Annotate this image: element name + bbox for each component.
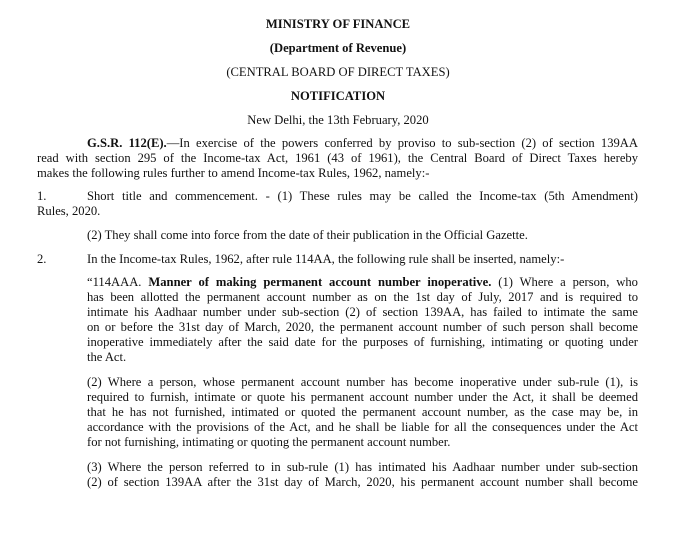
place-date: New Delhi, the 13th February, 2020 bbox=[247, 113, 429, 127]
department-heading: (Department of Revenue) bbox=[269, 41, 407, 55]
rule-1-line-1: Short title and commencement. - (1) These rules may be called the Income-tax (5th Amendment) bbox=[87, 189, 638, 203]
sub-rule-2-line-5: for not furnishing, intimating or quoting the permanent account number. bbox=[87, 435, 451, 449]
rule-1-line-2: Rules, 2020. bbox=[37, 204, 101, 218]
new-rule-line-3: intimate his Aadhaar number under sub-section (2) of section 139AA, has failed to intimate the same bbox=[87, 305, 638, 319]
sub-rule-2-line-3: that he has not furnished, intimated or quoted the permanent account number, as the case may be, in bbox=[87, 405, 638, 419]
preamble-text: —In exercise of the powers conferred by proviso to sub-section (2) of section 139AA bbox=[166, 136, 638, 150]
notification-title: NOTIFICATION bbox=[290, 89, 386, 103]
preamble-line-2: read with section 295 of the Income-tax Act, 1961 (43 of 1961), the Central Board of Direct Taxes hereby bbox=[37, 151, 638, 165]
new-rule-line-1 bbox=[87, 275, 638, 290]
sub-rule-3-line-1: (3) Where the person referred to in sub-rule (1) has intimated his Aadhaar number under sub-section bbox=[87, 460, 638, 474]
sub-rule-2-line-4: accordance with the provisions of the Act, and he shall be liable for all the consequences under the Act bbox=[87, 420, 638, 434]
board-heading: (CENTRAL BOARD OF DIRECT TAXES) bbox=[226, 65, 450, 79]
rule-2-intro: In the Income-tax Rules, 1962, after rule 114AA, the following rule shall be inserted, namely:- bbox=[87, 252, 565, 266]
new-rule-line-2: has been allotted the permanent account number as on the 1st day of July, 2017 and is required to bbox=[87, 290, 638, 304]
sub-rule-2-line-1: (2) Where a person, whose permanent account number has become inoperative under sub-rule (1), is bbox=[87, 375, 638, 389]
ministry-heading: MINISTRY OF FINANCE bbox=[265, 17, 411, 31]
rule-2-number: 2. bbox=[37, 252, 47, 266]
preamble-line-1 bbox=[37, 136, 638, 151]
new-rule-text: (1) Where a person, who bbox=[491, 275, 638, 289]
new-rule-line-4: on or before the 31st day of March, 2020, the permanent account number of such person shall become bbox=[87, 320, 638, 334]
sub-rule-2-line-2: required to furnish, intimate or quote his permanent account number under the Act, it shall be deemed bbox=[87, 390, 638, 404]
new-rule-title: Manner of making permanent account number inoperative. bbox=[148, 275, 492, 289]
preamble-line-3: makes the following rules further to amend Income-tax Rules, 1962, namely:- bbox=[37, 166, 430, 180]
rule-1-sub-2: (2) They shall come into force from the date of their publication in the Official Gazette. bbox=[87, 228, 528, 242]
gsr-reference: G.S.R. 112(E). bbox=[87, 136, 167, 150]
new-rule-number: “114AAA. bbox=[87, 275, 149, 289]
new-rule-line-5: inoperative immediately after the said date for the purposes of furnishing, intimating or quoting under bbox=[87, 335, 638, 349]
sub-rule-3-line-2: (2) of section 139AA after the 31st day of March, 2020, his permanent account number shall become bbox=[87, 475, 638, 489]
rule-1-number: 1. bbox=[37, 189, 47, 203]
new-rule-line-6: the Act. bbox=[87, 350, 127, 364]
